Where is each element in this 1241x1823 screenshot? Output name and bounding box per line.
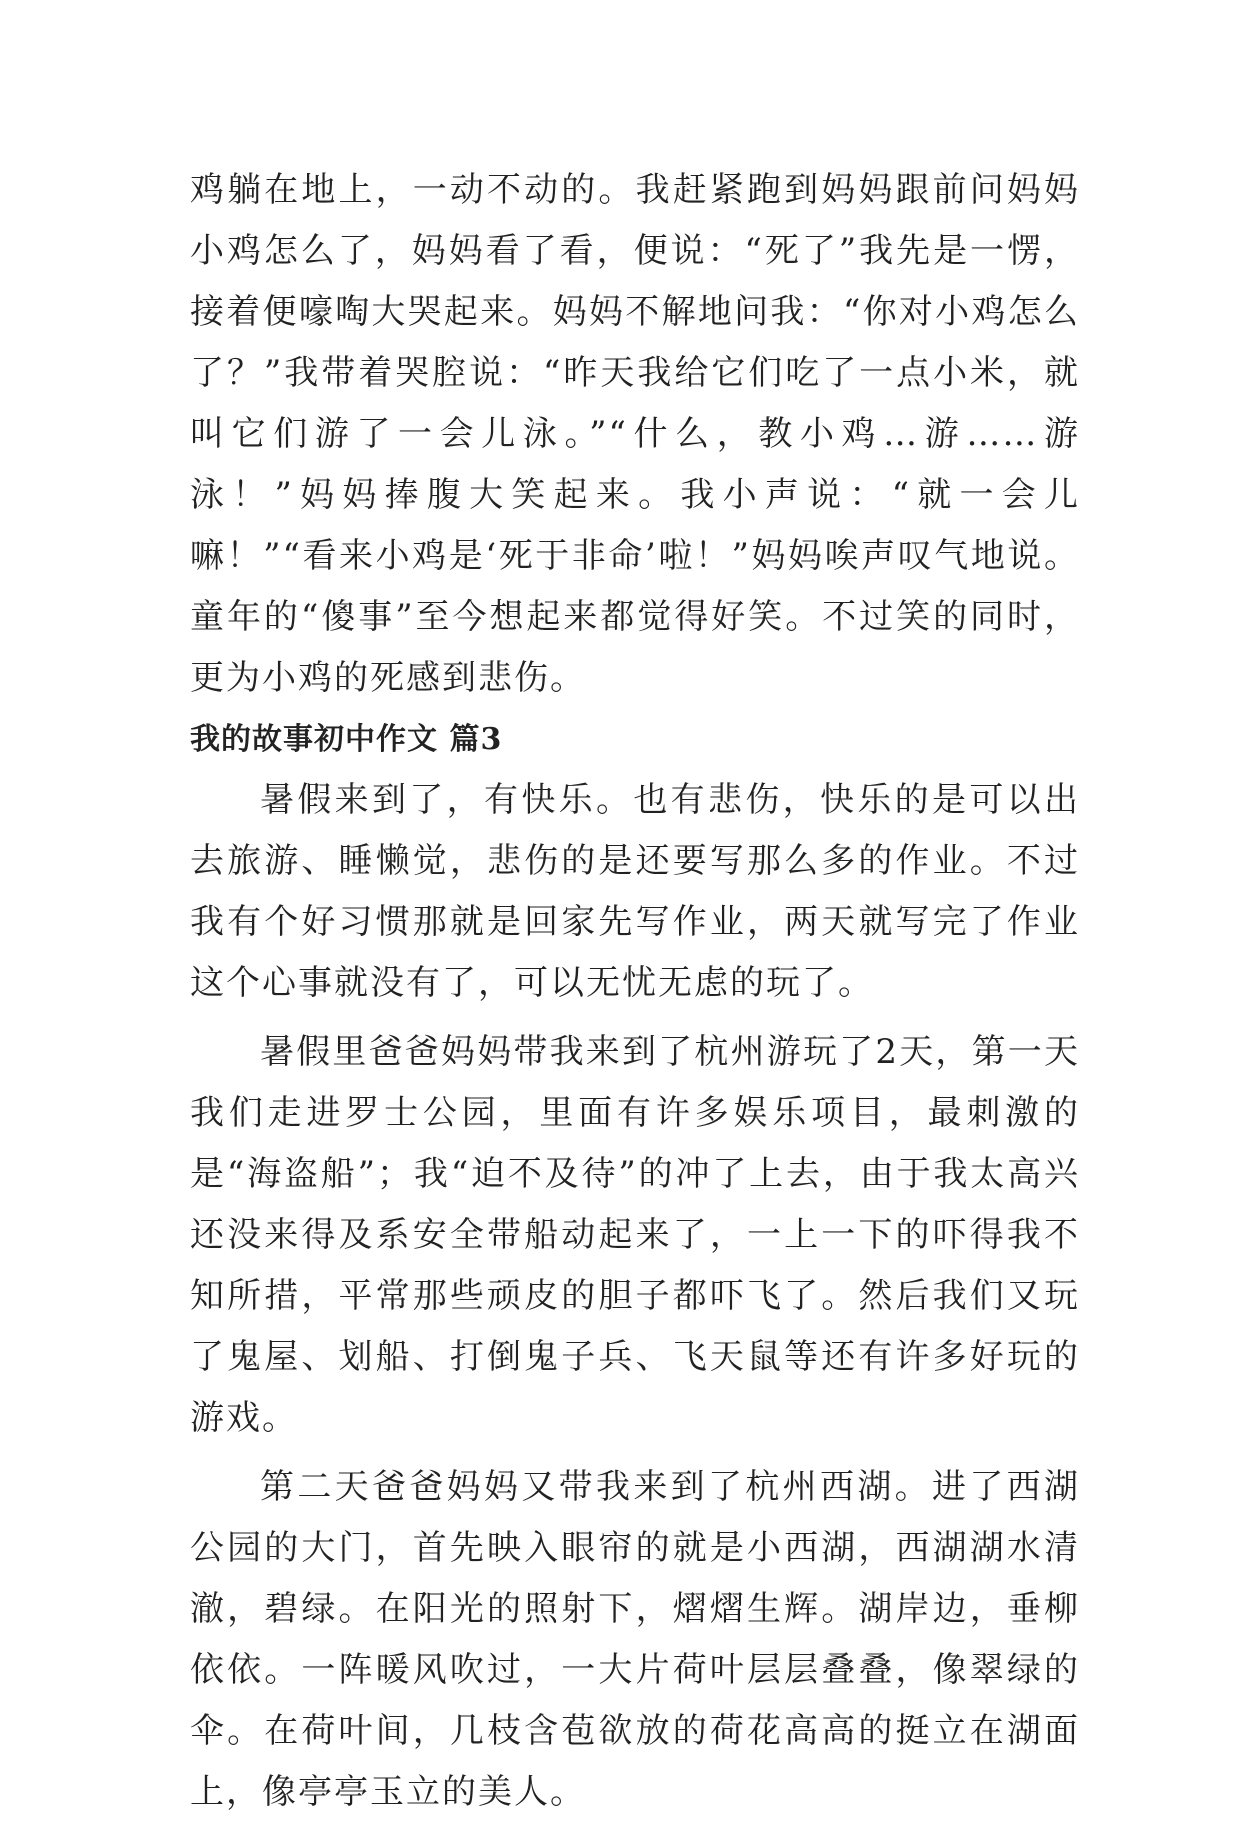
section-heading: 我的故事初中作文 篇3 [190, 722, 503, 757]
paragraph-3: 第二天爸爸妈妈又带我来到了杭州西湖。进了西湖公园的大门，首先映入眼帘的就是小西湖，西湖湖水清澈，碧绿。在阳光的照射下，熠熠生辉。湖岸边，垂柳依依。一阵暖风吹过，一大片荷叶层层叠叠，像翠绿的伞。在荷叶间，几枝含苞欲放的荷花高高的挺立在湖面上，像亭亭玉立的美人。 [190, 1467, 1080, 1812]
paragraph-1: 暑假来到了，有快乐。也有悲伤，快乐的是可以出去旅游、睡懒觉，悲伤的是还要写那么多的作业。不过我有个好习惯那就是回家先写作业，两天就写完了作业这个心事就没有了，可以无忧无虑的玩了。 [190, 780, 1080, 1003]
paragraph-gap [190, 1014, 1080, 1022]
document-page [190, 160, 1080, 1823]
continued-paragraph: 鸡躺在地上，一动不动的。我赶紧跑到妈妈跟前问妈妈小鸡怎么了，妈妈看了看，便说：“死了”我先是一愣，接着便嚎啕大哭起来。妈妈不解地问我：“你对小鸡怎么了？”我带着哭腔说：“昨天我给它们吃了一点小米，就叫它们游了一会儿泳。”“什么，教小鸡…游……游泳！”妈妈捧腹大笑起来。我小声说：“就一会儿嘛！”“看来小鸡是‘死于非命’啦！”妈妈唉声叹气地说。童年的“傻事”至今想起来都觉得好笑。不过笑的同时，更为小鸡的死感到悲伤。 [190, 170, 1080, 698]
paragraph-2: 暑假里爸爸妈妈带我来到了杭州游玩了2天，第一天我们走进罗士公园，里面有许多娱乐项目，最刺激的是“海盗船”；我“迫不及待”的冲了上去，由于我太高兴还没来得及系安全带船动起来了，一上一下的吓得我不知所措，平常那些顽皮的胆子都吓飞了。然后我们又玩了鬼屋、划船、打倒鬼子兵、飞天鼠等还有许多好玩的游戏。 [190, 1032, 1080, 1438]
paragraph-gap [190, 1449, 1080, 1457]
